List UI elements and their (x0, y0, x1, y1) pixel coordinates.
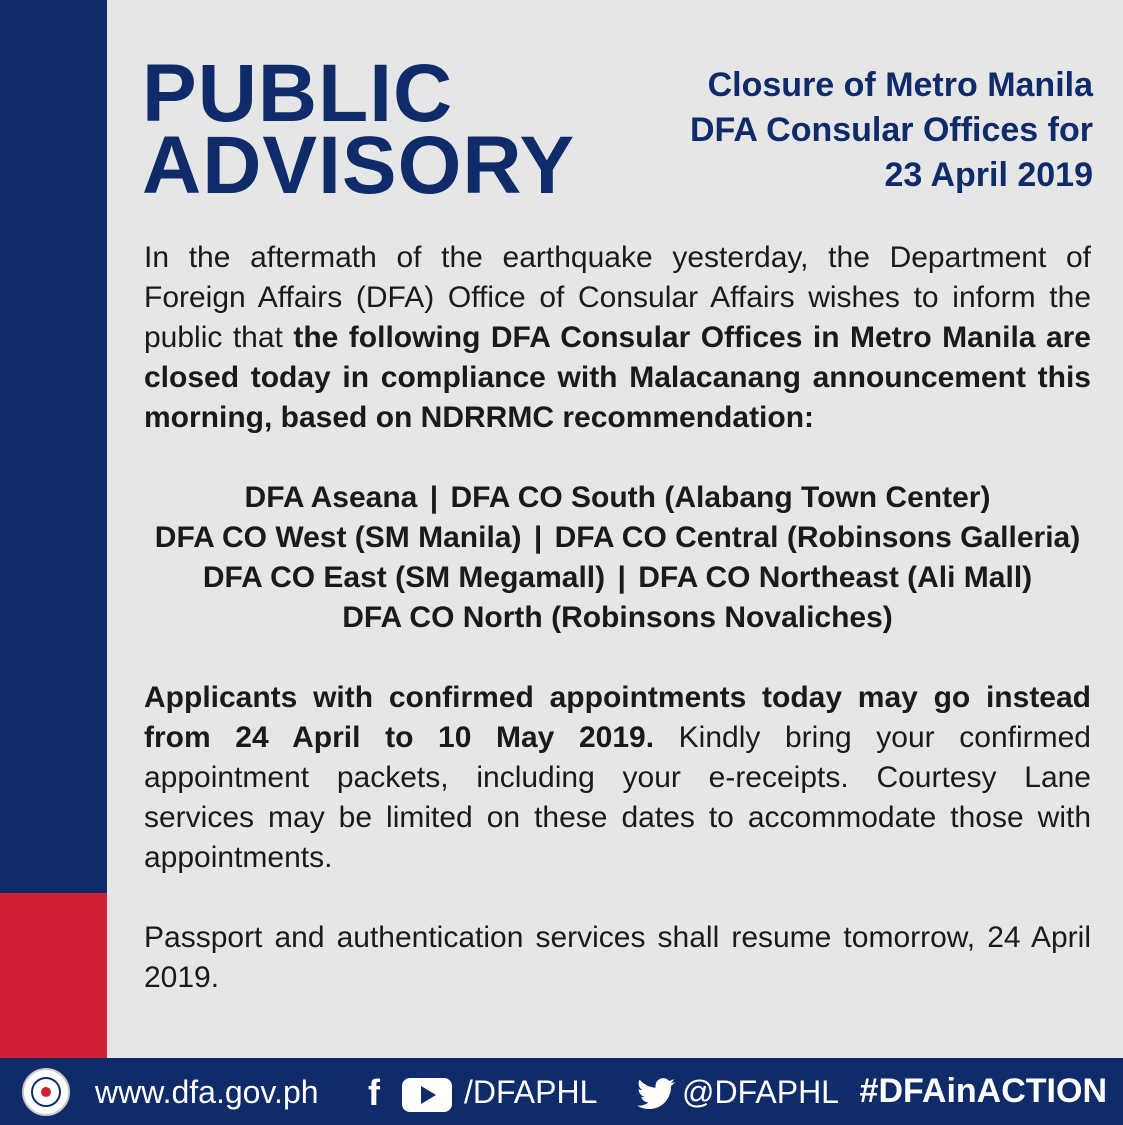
office-list (144, 478, 1091, 638)
social-handle-link[interactable]: /DFAPHL (464, 1074, 598, 1110)
page-title (142, 48, 576, 211)
office-item: DFA CO Northeast (Ali Mall) (638, 561, 1033, 594)
office-item: DFA Aseana (244, 481, 418, 514)
appointments-paragraph (144, 678, 1091, 878)
office-separator: | (617, 561, 626, 594)
subtitle-line-3: 23 April 2019 (884, 156, 1093, 194)
office-row-3 (144, 558, 1091, 598)
side-bar-navy (0, 0, 107, 893)
facebook-icon[interactable]: f (368, 1072, 380, 1113)
advisory-subtitle (573, 63, 1093, 198)
twitter-handle-link[interactable]: @DFAPHL (682, 1074, 839, 1110)
office-row-4 (144, 598, 1091, 638)
office-item: DFA CO East (SM Megamall) (202, 561, 606, 594)
subtitle-line-1: Closure of Metro Manila (707, 66, 1093, 104)
hashtag-text: #DFAinACTION (859, 1072, 1107, 1110)
office-row-1 (144, 478, 1091, 518)
advisory-body (144, 238, 1091, 998)
youtube-icon[interactable] (402, 1078, 452, 1112)
office-item: DFA CO West (SM Manila) (154, 521, 522, 554)
subtitle-line-2: DFA Consular Offices for (689, 111, 1093, 149)
office-item: DFA CO North (Robinsons Novaliches) (342, 601, 893, 634)
office-item: DFA CO Central (Robinsons Galleria) (554, 521, 1081, 554)
twitter-icon[interactable] (637, 1078, 675, 1115)
appointments-plain-text: Kindly bring your confirmed appointment packets, including your e-receipts. Courtesy Lane services may be limited on these dates to accommodate those with appointments. (144, 721, 1091, 874)
office-row-2 (144, 518, 1091, 558)
title-line-1: PUBLIC (142, 48, 454, 139)
appointments-bold-text: Applicants with confirmed appointments today may go instead from 24 April to 10 May 2019. (144, 681, 1091, 754)
resume-paragraph: Passport and authentication services shall resume tomorrow, 24 April 2019. (144, 921, 1091, 994)
office-separator: | (429, 481, 439, 514)
intro-paragraph (144, 238, 1091, 438)
office-item: DFA CO South (Alabang Town Center) (450, 481, 991, 514)
office-separator: | (533, 521, 543, 554)
side-bar-red (0, 893, 107, 1058)
footer-bar (0, 1058, 1123, 1125)
intro-bold-text: the following DFA Consular Offices in Metro Manila are closed today in compliance with Malacanang announcement this morning, based on NDRRMC recommendation: (144, 321, 1091, 434)
intro-plain-text: In the aftermath of the earthquake yesterday, the Department of Foreign Affairs (DFA) Office of Consular Affairs wishes to inform the public that (144, 241, 1091, 354)
dfa-seal-icon (22, 1068, 70, 1116)
title-line-2: ADVISORY (142, 120, 576, 211)
website-link[interactable]: www.dfa.gov.ph (95, 1074, 319, 1110)
